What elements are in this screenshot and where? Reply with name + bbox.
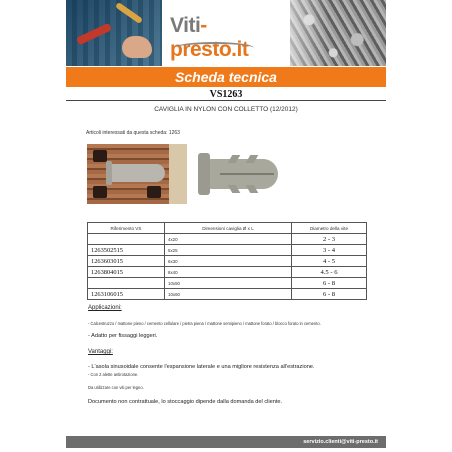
disclaimer: Documento non contrattuale, lo stoccaggio dipende dalla domanda del cliente. (88, 399, 283, 405)
spec-table (87, 222, 367, 300)
screwdriver-shape (76, 23, 112, 45)
articoli-text: Articoli interessati da questa scheda: 1263 (86, 130, 180, 136)
table-row: 4x20 2 - 3 (88, 234, 367, 245)
applicazioni-line1: - Calcestruzzo / mattone pieno / cemento cellulare / pietra piena / mattone semipieno / mattone forato / blocco forato in cemento. (88, 321, 321, 326)
table-header-row (88, 223, 367, 234)
applicazioni-heading: Applicazioni: (88, 305, 122, 311)
logo-text-presto: -presto.it (170, 14, 249, 61)
title-bar: Scheda tecnica (66, 67, 386, 87)
vantaggi-line2: - Con 2 alette antirotazione. (88, 372, 139, 377)
footer-bar (66, 436, 386, 448)
product-subtitle: CAVIGLIA IN NYLON CON COLLETTO (12/2012) (154, 106, 298, 113)
footer-email[interactable]: servizio.clienti@viti-presto.it (303, 439, 378, 445)
logo (170, 14, 282, 61)
logo-text-viti: Viti (170, 14, 201, 37)
table-row: 1263502515 5x25 3 - 4 (88, 245, 367, 256)
dowel-image (196, 147, 282, 205)
table-row: 1263804015 8x40 4.5 - 6 (88, 267, 367, 278)
tools-photo (66, 0, 162, 66)
installed-dowel (109, 164, 165, 182)
table-row: 1263603015 6x30 4 - 5 (88, 256, 367, 267)
header-banner (66, 0, 386, 66)
applicazioni-line2: - Adatto per fissaggi leggeri. (88, 333, 158, 339)
logo-swoosh (174, 42, 254, 54)
product-code: VS1263 (209, 89, 243, 100)
hand-shape (122, 36, 152, 58)
product-photo (87, 144, 187, 204)
divider (66, 100, 386, 101)
pliers-shape (115, 2, 143, 24)
header-dim: Dimensioni caviglia Ø x L (165, 223, 292, 234)
table-row: 10x50 6 - 8 (88, 278, 367, 289)
vantaggi-heading: Vantaggi: (88, 349, 113, 355)
screws-photo (290, 0, 386, 66)
usage-note: Da utilizzare con viti per legno. (88, 385, 144, 390)
header-dia: Diametro della vite (292, 223, 367, 234)
header-ref: Riferimento VS (88, 223, 165, 234)
vantaggi-line1: - L'asola sinusoidale consente l'espansione laterale e una migliore resistenza all'estrazione. (88, 364, 315, 370)
table-row: 1263106015 10x60 6 - 8 (88, 289, 367, 300)
